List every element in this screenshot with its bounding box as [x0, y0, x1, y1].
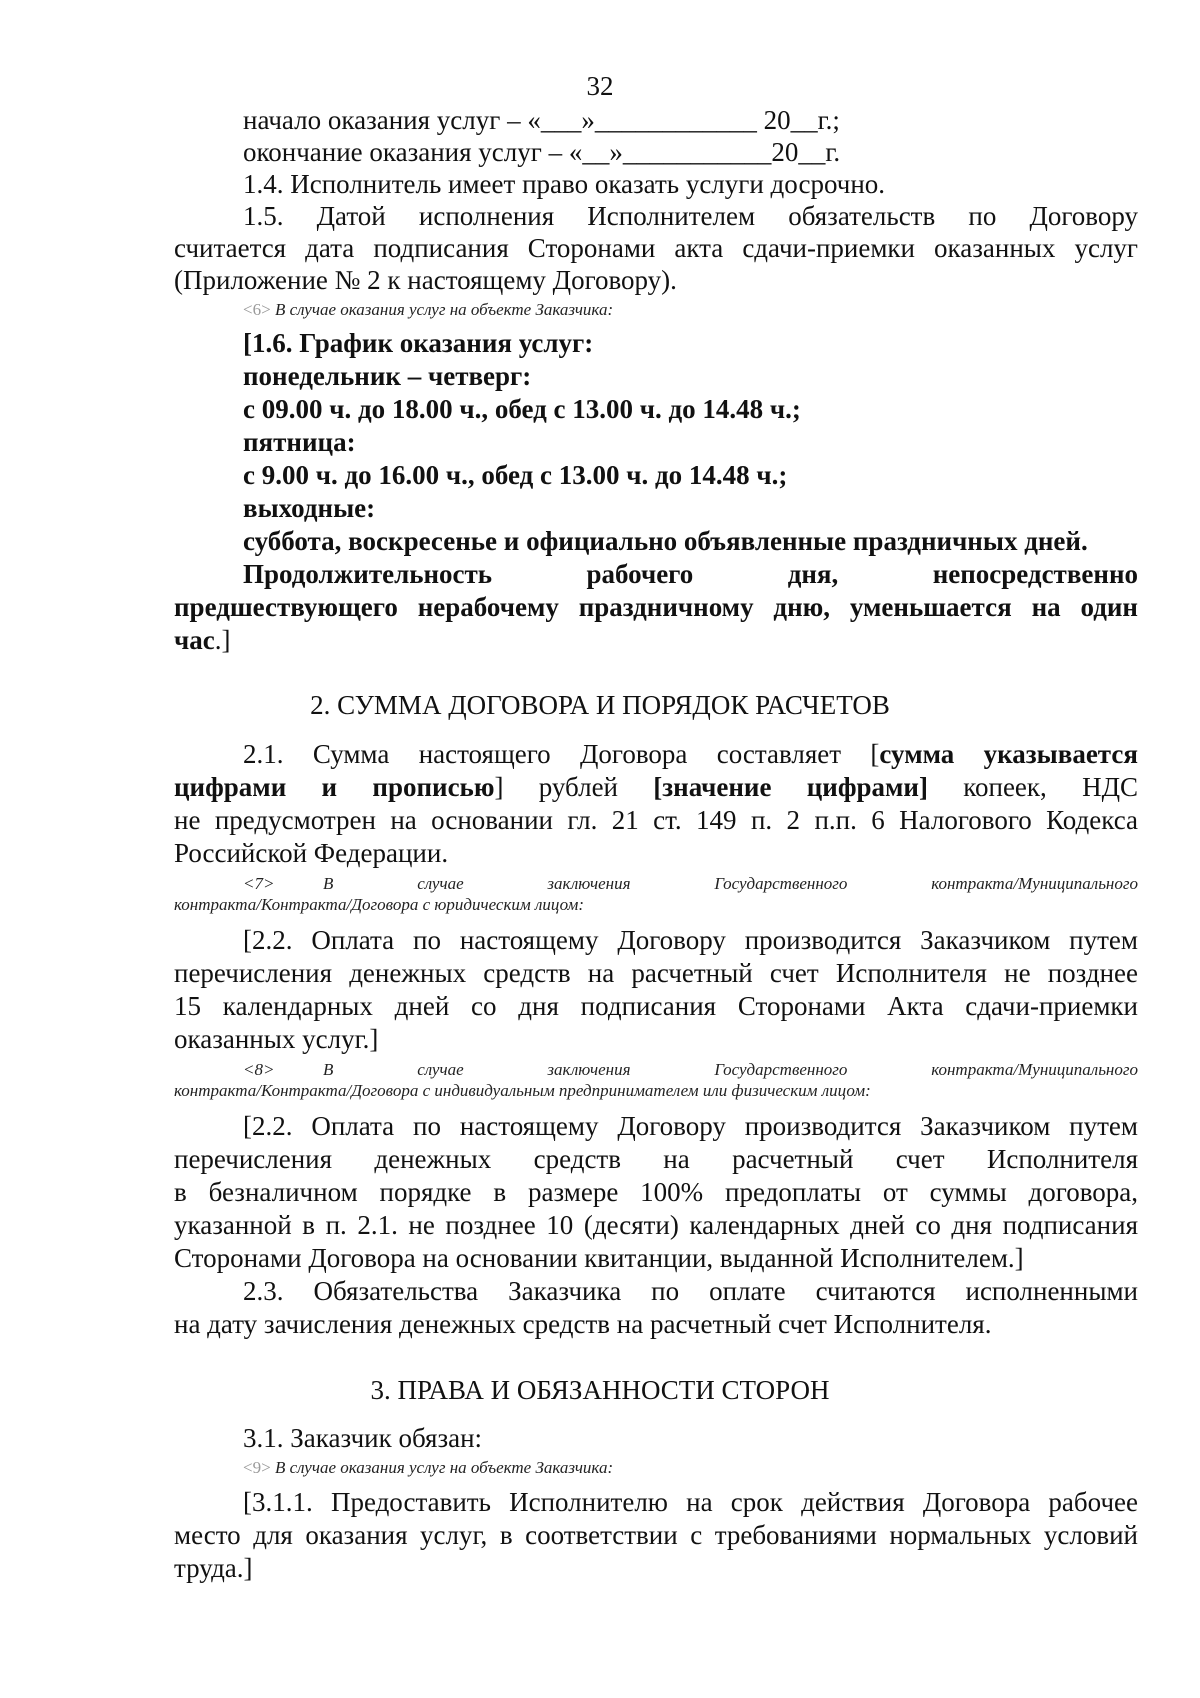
- schedule-weekend-label: выходные:: [243, 493, 376, 523]
- clause-2-1-vat: копеек, НДС: [927, 772, 1138, 802]
- clause-3-1-1-line1: [3.1.1. Предоставить Исполнителю на срок действия Договора рабочее: [243, 1487, 1138, 1517]
- clause-2-2a-line1: [2.2. Оплата по настоящему Договору производится Заказчиком путем: [243, 925, 1138, 955]
- clause-2-2b-line3: в безналичном порядке в размере 100% предоплаты от суммы договора,: [174, 1177, 1138, 1207]
- clause-2-1-text: 2.1. Сумма настоящего Договора составляет [: [243, 739, 880, 769]
- schedule-fri-label: пятница:: [243, 427, 356, 457]
- section-2-heading: 2. СУММА ДОГОВОРА И ПОРЯДОК РАСЧЕТОВ: [310, 690, 890, 720]
- schedule-shortened-day-line3: [174, 624, 230, 656]
- schedule-weekend-days: суббота, воскресенье и официально объявленные праздничных дней.: [243, 526, 1088, 556]
- clause-1-5-line3: (Приложение № 2 к настоящему Договору).: [174, 265, 677, 295]
- clause-2-2b-line4: указанной в п. 2.1. не позднее 10 (десяти) календарных дней со дня подписания: [174, 1210, 1138, 1240]
- page-number: 32: [586, 71, 614, 101]
- clause-2-2a-line4: оказанных услуг.]: [174, 1024, 379, 1054]
- clause-2-1-kopeks-placeholder: [значение цифрами]: [653, 772, 928, 802]
- clause-3-1-1-line3: труда.]: [174, 1553, 253, 1583]
- footnote-7-line1: В случае заключения Государственного контракта/Муниципального: [323, 874, 1138, 893]
- footnote-9-text: В случае оказания услуг на объекте Заказчика:: [270, 1458, 614, 1477]
- footnote-9-marker: <9>: [243, 1458, 271, 1477]
- footnote-8-marker: <8>: [243, 1060, 275, 1079]
- service-start-line: начало оказания услуг – «___»____________ 20__г.;: [243, 105, 840, 135]
- clause-2-2a-line2: перечисления денежных средств на расчетный счет Исполнителя не позднее: [174, 958, 1138, 988]
- footnote-9: [243, 1458, 613, 1478]
- section-3-heading: 3. ПРАВА И ОБЯЗАННОСТИ СТОРОН: [370, 1375, 830, 1405]
- clause-2-3-line2: на дату зачисления денежных средств на расчетный счет Исполнителя.: [174, 1309, 992, 1339]
- clause-2-2b-line1: [2.2. Оплата по настоящему Договору производится Заказчиком путем: [243, 1111, 1138, 1141]
- schedule-shortened-day-line1: Продолжительность рабочего дня, непосредственно: [243, 559, 1138, 589]
- clause-2-1-line3: не предусмотрен на основании гл. 21 ст. 149 п. 2 п.п. 6 Налогового Кодекса: [174, 805, 1138, 835]
- footnote-8-line1: В случае заключения Государственного контракта/Муниципального: [323, 1060, 1138, 1079]
- clause-3-1-1-line2: место для оказания услуг, в соответствии с требованиями нормальных условий: [174, 1520, 1138, 1550]
- clause-1-4: 1.4. Исполнитель имеет право оказать услуги досрочно.: [243, 169, 886, 199]
- clause-1-5-line1: 1.5. Датой исполнения Исполнителем обязательств по Договору: [243, 201, 1138, 231]
- schedule-mon-thu-label: понедельник – четверг:: [243, 361, 532, 391]
- clause-2-1-rubles: ] рублей: [494, 772, 654, 802]
- schedule-mon-thu-hours: с 09.00 ч. до 18.00 ч., обед с 13.00 ч. до 14.48 ч.;: [243, 394, 801, 424]
- footnote-6: [243, 300, 613, 320]
- footnote-7-line2: контракта/Контракта/Договора с юридическим лицом:: [174, 895, 584, 914]
- footnote-8-line2: контракта/Контракта/Договора с индивидуальным предпринимателем или физическим лицом:: [174, 1081, 871, 1100]
- clause-2-1-line1: [243, 738, 1138, 770]
- clause-2-1-sum-placeholder: сумма указывается: [879, 739, 1138, 769]
- schedule-fri-hours: с 9.00 ч. до 16.00 ч., обед с 13.00 ч. до 14.48 ч.;: [243, 460, 788, 490]
- schedule-shortened-day-line2: предшествующего нерабочему праздничному дню, уменьшается на один: [174, 592, 1138, 622]
- clause-1-5-line2: считается дата подписания Сторонами акта сдачи-приемки оказанных услуг: [174, 233, 1138, 263]
- schedule-last-word: час: [174, 625, 215, 655]
- clause-2-2b-line2: перечисления денежных средств на расчетный счет Исполнителя: [174, 1144, 1138, 1174]
- clause-2-2b-line5: Сторонами Договора на основании квитанции, выданной Исполнителем.]: [174, 1243, 1024, 1273]
- schedule-end-bracket: .]: [214, 625, 231, 655]
- clause-2-1-words-placeholder: цифрами и прописью: [174, 772, 495, 802]
- clause-3-1: 3.1. Заказчик обязан:: [243, 1423, 483, 1453]
- footnote-6-marker: <6>: [243, 300, 271, 319]
- clause-2-1-line2: [174, 771, 1138, 803]
- service-end-line: окончание оказания услуг – «__»___________20__г.: [243, 137, 841, 167]
- clause-2-3-line1: 2.3. Обязательства Заказчика по оплате считаются исполненными: [243, 1276, 1138, 1306]
- schedule-title: [1.6. График оказания услуг:: [243, 328, 594, 358]
- footnote-6-text: В случае оказания услуг на объекте Заказчика:: [270, 300, 614, 319]
- footnote-7-marker: <7>: [243, 874, 275, 893]
- clause-2-2a-line3: 15 календарных дней со дня подписания Сторонами Акта сдачи-приемки: [174, 991, 1138, 1021]
- clause-2-1-line4: Российской Федерации.: [174, 838, 449, 868]
